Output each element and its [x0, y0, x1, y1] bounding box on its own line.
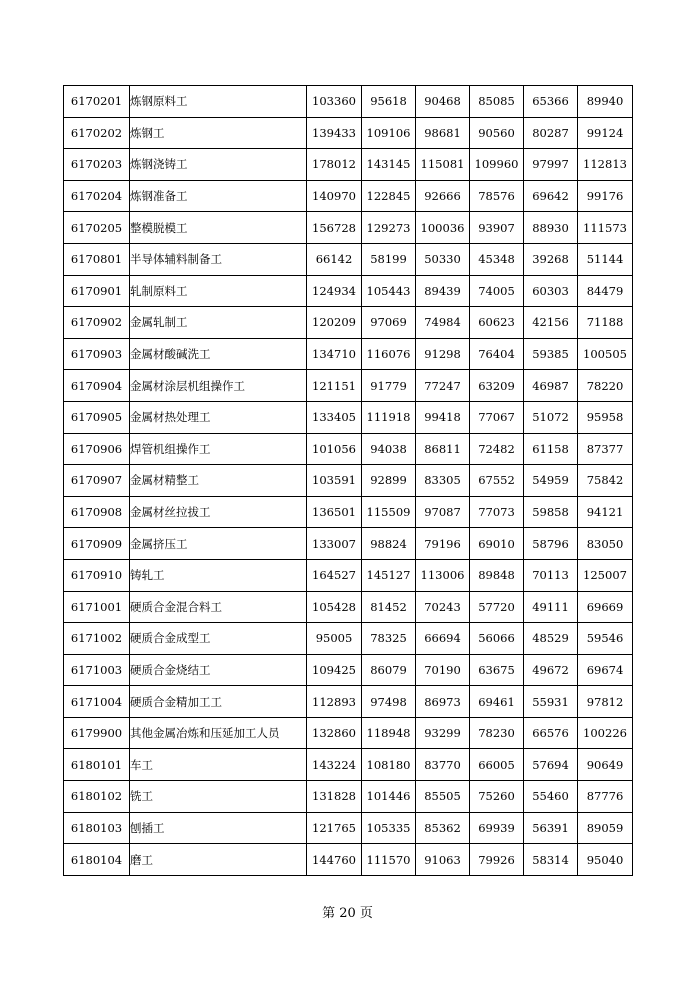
wage-value: 60623 [470, 307, 524, 339]
wage-value: 54959 [524, 465, 578, 497]
wage-value: 57720 [470, 591, 524, 623]
wage-value: 121765 [307, 812, 362, 844]
wage-value: 116076 [362, 338, 416, 370]
wage-value: 111570 [362, 844, 416, 876]
wage-value: 66142 [307, 243, 362, 275]
wage-value: 99124 [578, 117, 633, 149]
wage-value: 99418 [416, 401, 470, 433]
wage-value: 143145 [362, 149, 416, 181]
occupation-name: 金属材精整工 [130, 465, 307, 497]
wage-value: 83050 [578, 528, 633, 560]
wage-value: 59546 [578, 623, 633, 655]
wage-value: 132860 [307, 717, 362, 749]
wage-value: 63209 [470, 370, 524, 402]
wage-value: 57694 [524, 749, 578, 781]
occupation-code: 6171001 [64, 591, 130, 623]
wage-value: 90468 [416, 86, 470, 118]
wage-value: 78230 [470, 717, 524, 749]
wage-value: 164527 [307, 559, 362, 591]
wage-value: 69674 [578, 654, 633, 686]
occupation-name: 金属材酸碱洗工 [130, 338, 307, 370]
occupation-code: 6170902 [64, 307, 130, 339]
wage-value: 69010 [470, 528, 524, 560]
table-row [64, 844, 633, 876]
wage-value: 49111 [524, 591, 578, 623]
occupation-code: 6170204 [64, 180, 130, 212]
wage-value: 59858 [524, 496, 578, 528]
occupation-code: 6170906 [64, 433, 130, 465]
wage-value: 66576 [524, 717, 578, 749]
table-row [64, 275, 633, 307]
table-row [64, 686, 633, 718]
table-row [64, 149, 633, 181]
wage-value: 89940 [578, 86, 633, 118]
wage-value: 94121 [578, 496, 633, 528]
wage-value: 78220 [578, 370, 633, 402]
wage-value: 86811 [416, 433, 470, 465]
wage-value: 70243 [416, 591, 470, 623]
wage-value: 115081 [416, 149, 470, 181]
occupation-code: 6170901 [64, 275, 130, 307]
occupation-code: 6180101 [64, 749, 130, 781]
table-row [64, 465, 633, 497]
table-row [64, 528, 633, 560]
occupation-name: 炼钢工 [130, 117, 307, 149]
occupation-code: 6170905 [64, 401, 130, 433]
wage-value: 67552 [470, 465, 524, 497]
wage-value: 100226 [578, 717, 633, 749]
table-row [64, 86, 633, 118]
wage-value: 95005 [307, 623, 362, 655]
wage-value: 85085 [470, 86, 524, 118]
wage-value: 51144 [578, 243, 633, 275]
wage-value: 79926 [470, 844, 524, 876]
wage-value: 97069 [362, 307, 416, 339]
occupation-code: 6170903 [64, 338, 130, 370]
wage-value: 74005 [470, 275, 524, 307]
wage-value: 89439 [416, 275, 470, 307]
occupation-code: 6170904 [64, 370, 130, 402]
table-body [64, 86, 633, 876]
wage-table [63, 85, 633, 876]
wage-value: 80287 [524, 117, 578, 149]
occupation-code: 6170907 [64, 465, 130, 497]
occupation-name: 焊管机组操作工 [130, 433, 307, 465]
wage-value: 97997 [524, 149, 578, 181]
table-row [64, 307, 633, 339]
wage-value: 72482 [470, 433, 524, 465]
table-row [64, 749, 633, 781]
wage-value: 85362 [416, 812, 470, 844]
wage-value: 95618 [362, 86, 416, 118]
wage-value: 58314 [524, 844, 578, 876]
wage-value: 66694 [416, 623, 470, 655]
wage-value: 93299 [416, 717, 470, 749]
table-row [64, 591, 633, 623]
occupation-code: 6170909 [64, 528, 130, 560]
occupation-code: 6170908 [64, 496, 130, 528]
wage-value: 109425 [307, 654, 362, 686]
table-row [64, 401, 633, 433]
occupation-name: 硬质合金精加工工 [130, 686, 307, 718]
wage-value: 143224 [307, 749, 362, 781]
occupation-name: 金属挤压工 [130, 528, 307, 560]
wage-value: 50330 [416, 243, 470, 275]
table-row [64, 654, 633, 686]
wage-value: 58199 [362, 243, 416, 275]
occupation-code: 6180103 [64, 812, 130, 844]
occupation-name: 铸轧工 [130, 559, 307, 591]
wage-value: 75842 [578, 465, 633, 497]
wage-value: 49672 [524, 654, 578, 686]
wage-value: 90560 [470, 117, 524, 149]
wage-value: 112893 [307, 686, 362, 718]
wage-value: 56391 [524, 812, 578, 844]
wage-value: 101056 [307, 433, 362, 465]
wage-value: 115509 [362, 496, 416, 528]
wage-value: 86079 [362, 654, 416, 686]
occupation-name: 硬质合金烧结工 [130, 654, 307, 686]
wage-value: 85505 [416, 781, 470, 813]
table-row [64, 717, 633, 749]
wage-value: 92899 [362, 465, 416, 497]
wage-value: 103360 [307, 86, 362, 118]
wage-value: 156728 [307, 212, 362, 244]
wage-value: 99176 [578, 180, 633, 212]
table-row [64, 212, 633, 244]
wage-value: 74984 [416, 307, 470, 339]
wage-value: 91298 [416, 338, 470, 370]
wage-value: 134710 [307, 338, 362, 370]
wage-value: 101446 [362, 781, 416, 813]
occupation-code: 6170201 [64, 86, 130, 118]
wage-value: 178012 [307, 149, 362, 181]
wage-value: 89059 [578, 812, 633, 844]
wage-value: 91779 [362, 370, 416, 402]
wage-value: 84479 [578, 275, 633, 307]
wage-value: 71188 [578, 307, 633, 339]
wage-value: 103591 [307, 465, 362, 497]
wage-value: 121151 [307, 370, 362, 402]
wage-value: 144760 [307, 844, 362, 876]
wage-value: 97498 [362, 686, 416, 718]
wage-value: 129273 [362, 212, 416, 244]
occupation-name: 其他金属冶炼和压延加工人员 [130, 717, 307, 749]
wage-value: 140970 [307, 180, 362, 212]
occupation-code: 6170910 [64, 559, 130, 591]
wage-value: 111918 [362, 401, 416, 433]
wage-value: 139433 [307, 117, 362, 149]
occupation-code: 6171003 [64, 654, 130, 686]
wage-value: 87377 [578, 433, 633, 465]
wage-value: 133007 [307, 528, 362, 560]
occupation-name: 磨工 [130, 844, 307, 876]
occupation-code: 6170801 [64, 243, 130, 275]
wage-value: 124934 [307, 275, 362, 307]
wage-value: 77067 [470, 401, 524, 433]
wage-value: 122845 [362, 180, 416, 212]
wage-value: 108180 [362, 749, 416, 781]
occupation-code: 6171004 [64, 686, 130, 718]
occupation-code: 6170205 [64, 212, 130, 244]
wage-value: 69939 [470, 812, 524, 844]
wage-value: 95958 [578, 401, 633, 433]
wage-value: 69642 [524, 180, 578, 212]
wage-value: 136501 [307, 496, 362, 528]
wage-value: 81452 [362, 591, 416, 623]
wage-value: 51072 [524, 401, 578, 433]
wage-value: 105443 [362, 275, 416, 307]
occupation-name: 金属材涂层机组操作工 [130, 370, 307, 402]
table-row [64, 433, 633, 465]
wage-value: 145127 [362, 559, 416, 591]
table-row [64, 623, 633, 655]
wage-value: 86973 [416, 686, 470, 718]
occupation-code: 6179900 [64, 717, 130, 749]
wage-value: 83305 [416, 465, 470, 497]
wage-value: 98681 [416, 117, 470, 149]
occupation-name: 炼钢原料工 [130, 86, 307, 118]
wage-value: 133405 [307, 401, 362, 433]
table-row [64, 243, 633, 275]
wage-value: 75260 [470, 781, 524, 813]
wage-value: 100036 [416, 212, 470, 244]
occupation-code: 6180104 [64, 844, 130, 876]
wage-value: 60303 [524, 275, 578, 307]
wage-value: 125007 [578, 559, 633, 591]
occupation-name: 轧制原料工 [130, 275, 307, 307]
table-row [64, 559, 633, 591]
occupation-name: 铣工 [130, 781, 307, 813]
wage-value: 89848 [470, 559, 524, 591]
wage-value: 66005 [470, 749, 524, 781]
wage-value: 118948 [362, 717, 416, 749]
wage-value: 69669 [578, 591, 633, 623]
wage-value: 48529 [524, 623, 578, 655]
wage-value: 39268 [524, 243, 578, 275]
table-row [64, 180, 633, 212]
table-row [64, 812, 633, 844]
wage-value: 59385 [524, 338, 578, 370]
wage-value: 65366 [524, 86, 578, 118]
wage-value: 87776 [578, 781, 633, 813]
table-row [64, 117, 633, 149]
wage-value: 70190 [416, 654, 470, 686]
wage-value: 70113 [524, 559, 578, 591]
wage-value: 111573 [578, 212, 633, 244]
occupation-name: 炼钢准备工 [130, 180, 307, 212]
occupation-name: 金属材热处理工 [130, 401, 307, 433]
wage-value: 83770 [416, 749, 470, 781]
wage-value: 76404 [470, 338, 524, 370]
occupation-code: 6170203 [64, 149, 130, 181]
wage-value: 97812 [578, 686, 633, 718]
wage-value: 94038 [362, 433, 416, 465]
wage-value: 55931 [524, 686, 578, 718]
wage-value: 112813 [578, 149, 633, 181]
wage-value: 95040 [578, 844, 633, 876]
table-row [64, 338, 633, 370]
wage-value: 78325 [362, 623, 416, 655]
wage-value: 56066 [470, 623, 524, 655]
wage-value: 113006 [416, 559, 470, 591]
wage-value: 79196 [416, 528, 470, 560]
wage-value: 98824 [362, 528, 416, 560]
wage-value: 88930 [524, 212, 578, 244]
wage-value: 45348 [470, 243, 524, 275]
wage-value: 93907 [470, 212, 524, 244]
wage-value: 69461 [470, 686, 524, 718]
table-row [64, 370, 633, 402]
wage-value: 55460 [524, 781, 578, 813]
occupation-name: 整模脱模工 [130, 212, 307, 244]
wage-value: 46987 [524, 370, 578, 402]
wage-value: 105335 [362, 812, 416, 844]
wage-value: 78576 [470, 180, 524, 212]
wage-value: 131828 [307, 781, 362, 813]
occupation-name: 半导体辅料制备工 [130, 243, 307, 275]
wage-value: 90649 [578, 749, 633, 781]
wage-value: 109106 [362, 117, 416, 149]
occupation-code: 6180102 [64, 781, 130, 813]
page-number: 第 20 页 [322, 906, 373, 921]
wage-value: 58796 [524, 528, 578, 560]
occupation-name: 炼钢浇铸工 [130, 149, 307, 181]
wage-value: 92666 [416, 180, 470, 212]
wage-value: 120209 [307, 307, 362, 339]
occupation-name: 金属材丝拉拔工 [130, 496, 307, 528]
occupation-code: 6171002 [64, 623, 130, 655]
wage-value: 42156 [524, 307, 578, 339]
occupation-code: 6170202 [64, 117, 130, 149]
wage-value: 63675 [470, 654, 524, 686]
wage-value: 91063 [416, 844, 470, 876]
occupation-name: 金属轧制工 [130, 307, 307, 339]
table-row [64, 496, 633, 528]
occupation-name: 刨插工 [130, 812, 307, 844]
wage-value: 77073 [470, 496, 524, 528]
wage-value: 77247 [416, 370, 470, 402]
occupation-name: 硬质合金混合料工 [130, 591, 307, 623]
wage-value: 100505 [578, 338, 633, 370]
occupation-name: 硬质合金成型工 [130, 623, 307, 655]
wage-value: 97087 [416, 496, 470, 528]
table-row [64, 781, 633, 813]
occupation-name: 车工 [130, 749, 307, 781]
wage-value: 105428 [307, 591, 362, 623]
wage-value: 109960 [470, 149, 524, 181]
wage-value: 61158 [524, 433, 578, 465]
